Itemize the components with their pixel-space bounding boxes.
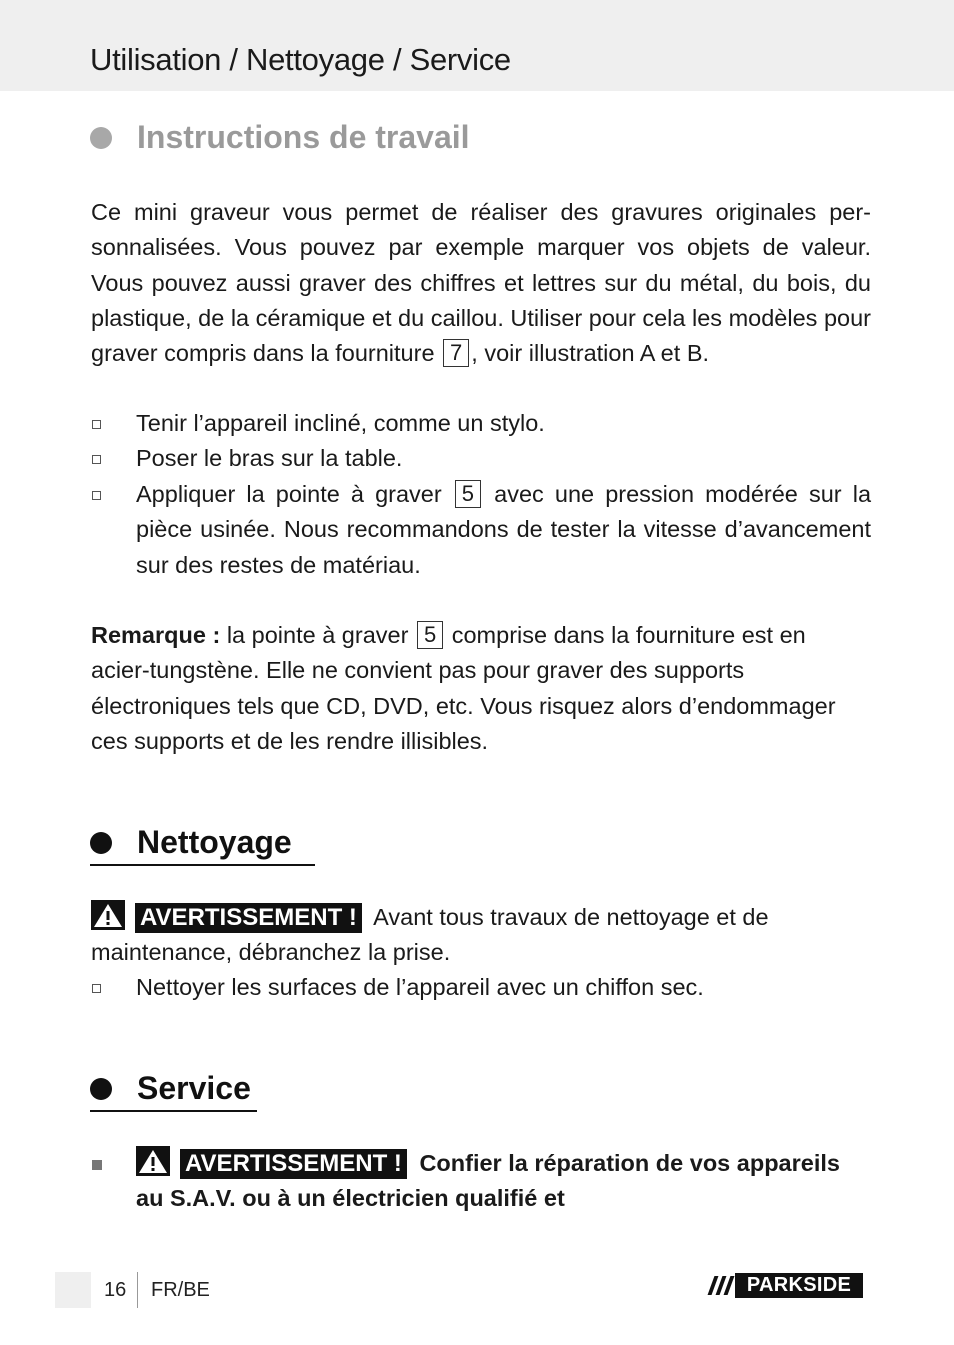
footer-divider <box>137 1272 138 1308</box>
section-heading-instructions <box>90 119 470 156</box>
brand-name: PARKSIDE <box>735 1273 863 1298</box>
warning-paragraph <box>91 900 871 971</box>
part-reference: 5 <box>455 480 481 508</box>
intro-paragraph <box>91 195 871 371</box>
part-reference: 5 <box>417 621 443 649</box>
warning-triangle-icon <box>136 1146 170 1176</box>
section-heading-text: Instructions de travail <box>137 119 470 155</box>
section-heading-service <box>90 1070 251 1107</box>
square-bullet-icon <box>92 1160 102 1170</box>
heading-underline <box>90 864 315 866</box>
note-text: la pointe à graver <box>226 622 409 648</box>
warning-label: AVERTISSEMENT ! <box>180 1149 407 1179</box>
intro-text-end: , voir illustration A et B. <box>471 340 710 367</box>
list-item-text: Nettoyer les surfaces de l’appareil avec un chiffon sec. <box>136 974 704 1000</box>
list-item-text <box>136 477 871 583</box>
section-heading-text: Service <box>137 1070 251 1106</box>
logo-stripes-icon <box>705 1273 735 1298</box>
warning-label: AVERTISSEMENT ! <box>135 903 362 933</box>
warning-list-item <box>91 1146 871 1217</box>
list-item-text-part: Appliquer la pointe à graver <box>136 481 442 507</box>
note-text-end: comprise dans la fourniture est en acier-tungstène. Elle ne convient pas pour graver des supports électroniques tels que CD, DVD, etc. Vous risquez alors d’endommager ces supports et de les rendre illisibles. <box>91 622 836 754</box>
page-number: 16 <box>104 1279 127 1301</box>
list-item-text-part: avec une pression modérée sur la pièce usinée. Nous recommandons de tester la vitesse d’avancement sur des restes de matériau. <box>136 481 872 578</box>
section-heading-text: Nettoyage <box>137 824 292 860</box>
brand-logo <box>705 1273 863 1298</box>
part-reference: 7 <box>443 339 469 367</box>
page-header-title: Utilisation / Nettoyage / Service <box>90 42 511 77</box>
warning-text: Avant tous travaux de nettoyage et de maintenance, débranchez la prise. <box>91 904 769 966</box>
warning-triangle-icon <box>91 900 125 930</box>
note-label: Remarque : <box>91 622 221 648</box>
list-item <box>91 477 871 583</box>
bullet-dot-icon <box>90 127 112 149</box>
warning-text: Confier la réparation de vos appareils au S.A.V. ou à un électricien qualifié et <box>136 1150 840 1212</box>
note-paragraph <box>91 618 871 759</box>
intro-text: Ce mini graveur vous permet de réaliser des gravures originales per-sonnalisées. Vous pouvez par exemple marquer vos objets de valeur. Vous pouvez aussi graver des chiffres et lettres sur du métal, du bois, du plastique, de la céramique et du caillou. Utiliser pour cela les modèles pour graver compris dans la fourniture <box>91 199 871 367</box>
list-item <box>91 406 871 441</box>
warning-block <box>136 1146 871 1217</box>
list-item <box>91 970 871 1005</box>
language-code: FR/BE <box>151 1279 210 1301</box>
list-item-text: Tenir l’appareil incliné, comme un stylo. <box>136 410 545 436</box>
bullet-dot-icon <box>90 832 112 854</box>
section-heading-nettoyage <box>90 824 292 861</box>
checkbox-bullet-icon <box>92 455 101 464</box>
footer-marker <box>55 1272 91 1308</box>
list-item <box>91 441 871 476</box>
list-item-text: Poser le bras sur la table. <box>136 445 403 471</box>
heading-underline <box>90 1110 257 1112</box>
bullet-dot-icon <box>90 1078 112 1100</box>
checkbox-bullet-icon <box>92 984 101 993</box>
checkbox-bullet-icon <box>92 491 101 500</box>
checkbox-bullet-icon <box>92 420 101 429</box>
